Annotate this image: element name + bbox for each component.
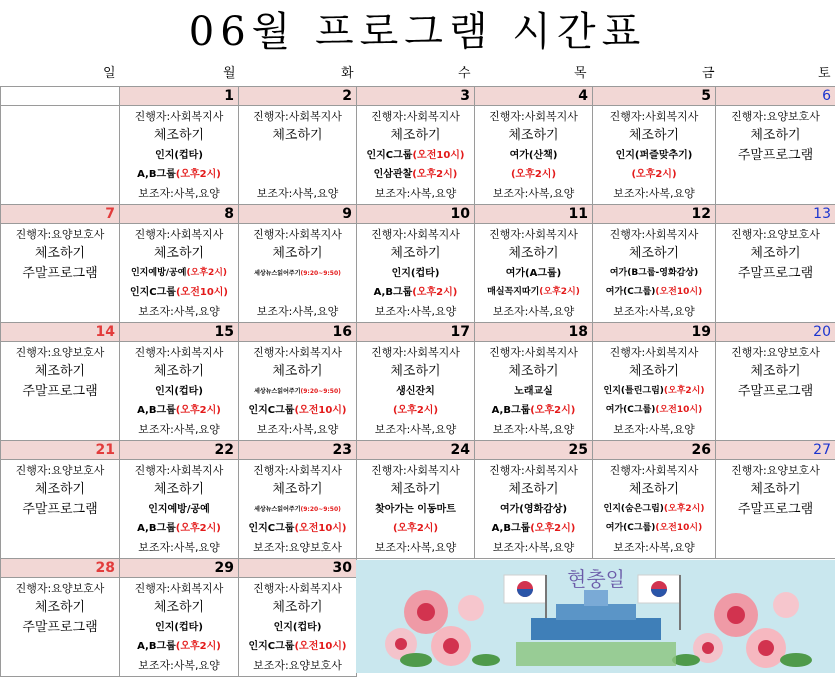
day-cell: [593, 342, 716, 441]
day-number: 14: [1, 323, 120, 342]
activity-exercise: 체조하기: [390, 362, 440, 382]
activity-exercise: 체조하기: [154, 480, 204, 500]
activity-label: 여가(산책): [510, 146, 558, 165]
assistant-label: 보조자:사복,요양: [138, 538, 220, 557]
day-number: 6: [716, 87, 835, 106]
assistant-label: 보조자:사복,요양: [138, 184, 220, 203]
assistant-label: 보조자:사복,요양: [613, 420, 695, 439]
leader-label: 진행자:요양보호사: [16, 226, 105, 244]
assistant-label: 보조자:사복,요양: [375, 184, 457, 203]
day-cell: [357, 460, 475, 559]
activity-time: (오후2시): [511, 165, 556, 184]
day-cell: [716, 106, 835, 205]
day-cell: [239, 342, 357, 441]
memorial-day-illustration: [356, 560, 835, 673]
day-cell: [120, 224, 239, 323]
leader-label: 진행자:요양보호사: [731, 462, 820, 480]
activity-exercise: 체조하기: [508, 244, 558, 264]
activity-exercise: 체조하기: [750, 362, 800, 382]
day-number: 13: [716, 205, 835, 224]
weekday-tue: 화: [341, 62, 354, 86]
day-number: 18: [475, 323, 593, 342]
day-number-empty: [1, 87, 120, 106]
assistant-label: 보조자:사복,요양: [613, 184, 695, 203]
page-title: 06월 프로그램 시간표: [0, 0, 835, 62]
day-cell: [1, 578, 120, 677]
activity-label: 인지C그룹(오전10시): [130, 283, 228, 302]
leader-label: 진행자:사회복지사: [253, 108, 342, 126]
leader-label: 진행자:사회복지사: [371, 226, 460, 244]
day-number: 28: [1, 559, 120, 578]
leader-label: 진행자:요양보호사: [731, 108, 820, 126]
day-number: 29: [120, 559, 239, 578]
activity-exercise: 체조하기: [750, 480, 800, 500]
leader-label: 진행자:사회복지사: [253, 344, 342, 362]
activity-exercise: 체조하기: [35, 362, 85, 382]
weekday-fri: 금: [702, 62, 715, 86]
day-cell: [239, 460, 357, 559]
activity-exercise: 체조하기: [154, 244, 204, 264]
activity-exercise: 체조하기: [272, 362, 322, 382]
day-cell: [475, 460, 593, 559]
activity-exercise: 체조하기: [272, 126, 322, 146]
day-cell: [357, 224, 475, 323]
day-number: 1: [120, 87, 239, 106]
activity-label: 인삼관찰(오후2시): [374, 165, 458, 184]
day-number: 8: [120, 205, 239, 224]
activity-label: 인지예방/공예: [148, 500, 210, 519]
activity-label: 여가(B그룹-영화감상): [610, 264, 698, 283]
day-number: 19: [593, 323, 716, 342]
activity-exercise: 체조하기: [35, 598, 85, 618]
leader-label: 진행자:사회복지사: [135, 580, 224, 598]
activity-exercise: 체조하기: [272, 244, 322, 264]
leader-label: 진행자:사회복지사: [253, 462, 342, 480]
activity-exercise: 체조하기: [390, 480, 440, 500]
day-number: 27: [716, 441, 835, 460]
day-cell: [120, 460, 239, 559]
activity-exercise: 체조하기: [390, 126, 440, 146]
leader-label: 진행자:사회복지사: [489, 108, 578, 126]
weekday-header: [0, 62, 835, 86]
activity-label: 찾아가는 이동마트: [375, 500, 456, 519]
day-cell: [475, 106, 593, 205]
activity-exercise: 체조하기: [390, 244, 440, 264]
activity-label: 여가(영화감상): [500, 500, 567, 519]
leader-label: 진행자:요양보호사: [731, 344, 820, 362]
day-cell: [593, 460, 716, 559]
day-number: 26: [593, 441, 716, 460]
day-number: 10: [357, 205, 475, 224]
assistant-label: 보조자:사복,요양: [375, 538, 457, 557]
day-cell: [120, 578, 239, 677]
assistant-label: 보조자:사복,요양: [613, 538, 695, 557]
day-cell: [120, 342, 239, 441]
day-number: 11: [475, 205, 593, 224]
day-number: 7: [1, 205, 120, 224]
leader-label: 진행자:사회복지사: [371, 462, 460, 480]
day-number: 22: [120, 441, 239, 460]
day-number: 17: [357, 323, 475, 342]
leader-label: 진행자:사회복지사: [135, 226, 224, 244]
day-cell: [239, 106, 357, 205]
day-cell: [475, 224, 593, 323]
activity-label: A,B그룹(오후2시): [374, 283, 458, 302]
leader-label: 진행자:사회복지사: [371, 344, 460, 362]
weekend-program: 주말프로그램: [738, 500, 813, 520]
activity-exercise: 체조하기: [629, 244, 679, 264]
activity-exercise: 체조하기: [154, 126, 204, 146]
assistant-label: 보조자:사복,요양: [375, 302, 457, 321]
leader-label: 진행자:사회복지사: [135, 462, 224, 480]
activity-label: 인지(컵타): [274, 618, 322, 637]
activity-exercise: 체조하기: [750, 126, 800, 146]
assistant-label: 보조자:사복,요양: [493, 184, 575, 203]
weekday-thu: 목: [574, 62, 587, 86]
activity-label: 여가(C그룹)(오전10시): [606, 283, 702, 302]
activity-label: 인지C그룹(오전10시): [248, 637, 346, 656]
assistant-label: 보조자:사복,요양: [613, 302, 695, 321]
leader-label: 진행자:요양보호사: [731, 226, 820, 244]
leader-label: 진행자:사회복지사: [253, 226, 342, 244]
activity-label: 노래교실: [514, 382, 553, 401]
day-cell-empty: [1, 106, 120, 205]
activity-exercise: 체조하기: [35, 480, 85, 500]
activity-label: 인지C그룹(오전10시): [366, 146, 464, 165]
leader-label: 진행자:사회복지사: [253, 580, 342, 598]
day-cell: [239, 224, 357, 323]
activity-label: A,B그룹(오후2시): [137, 519, 221, 538]
assistant-label: 보조자:사복,요양: [375, 420, 457, 439]
day-number: 21: [1, 441, 120, 460]
day-cell: [1, 224, 120, 323]
activity-label: A,B그룹(오후2시): [492, 519, 576, 538]
activity-exercise: 체조하기: [35, 244, 85, 264]
day-number: 30: [239, 559, 357, 578]
weekday-sat: 토: [818, 62, 831, 86]
activity-label: 인지(숨은그림)(오후2시): [604, 500, 705, 519]
activity-exercise: 체조하기: [272, 598, 322, 618]
day-cell: [1, 460, 120, 559]
day-number: 16: [239, 323, 357, 342]
assistant-label: 보조자:사복,요양: [493, 302, 575, 321]
leader-label: 진행자:요양보호사: [16, 462, 105, 480]
day-number: 24: [357, 441, 475, 460]
assistant-label: 보조자:사복,요양: [257, 184, 339, 203]
activity-label: 여가(C그룹)(오전10시): [606, 519, 702, 538]
weekend-program: 주말프로그램: [22, 264, 97, 284]
assistant-label: 보조자:사복,요양: [493, 538, 575, 557]
leader-label: 진행자:사회복지사: [610, 462, 699, 480]
day-number: 4: [475, 87, 593, 106]
flower-icon: [773, 592, 799, 618]
leader-label: 진행자:사회복지사: [489, 344, 578, 362]
news-activity: 세상뉴스읽어주기(9:20~9:50): [254, 382, 341, 401]
activity-label: 인지(틀린그림)(오후2시): [604, 382, 705, 401]
leader-label: 진행자:사회복지사: [610, 226, 699, 244]
holiday-title: 현충일: [567, 567, 625, 591]
activity-exercise: 체조하기: [154, 362, 204, 382]
day-number: 12: [593, 205, 716, 224]
activity-label: 여가(C그룹)(오전10시): [606, 401, 702, 420]
day-number: 15: [120, 323, 239, 342]
day-cell: [593, 224, 716, 323]
activity-label: A,B그룹(오후2시): [492, 401, 576, 420]
activity-label: 인지(컵타): [155, 382, 203, 401]
weekend-program: 주말프로그램: [738, 382, 813, 402]
day-cell: [1, 342, 120, 441]
monument-icon: [531, 618, 661, 640]
activity-time: (오후2시): [631, 165, 676, 184]
news-activity: 세상뉴스읽어주기(9:20~9:50): [254, 500, 341, 519]
activity-exercise: 체조하기: [750, 244, 800, 264]
activity-time: (오후2시): [393, 519, 438, 538]
leader-label: 진행자:사회복지사: [610, 108, 699, 126]
activity-exercise: 체조하기: [629, 480, 679, 500]
leader-label: 진행자:사회복지사: [135, 108, 224, 126]
assistant-label: 보조자:사복,요양: [493, 420, 575, 439]
day-number: 25: [475, 441, 593, 460]
flower-icon: [458, 595, 484, 621]
day-cell: [593, 106, 716, 205]
weekend-program: 주말프로그램: [738, 146, 813, 166]
activity-label: 인지(컵타): [155, 146, 203, 165]
leader-label: 진행자:요양보호사: [16, 344, 105, 362]
day-number: 9: [239, 205, 357, 224]
leader-label: 진행자:사회복지사: [610, 344, 699, 362]
day-cell: [239, 578, 357, 677]
day-cell: [357, 342, 475, 441]
leader-label: 진행자:요양보호사: [16, 580, 105, 598]
assistant-label: 보조자:사복,요양: [138, 302, 220, 321]
weekend-program: 주말프로그램: [22, 618, 97, 638]
activity-time: (오후2시): [393, 401, 438, 420]
activity-exercise: 체조하기: [629, 362, 679, 382]
weekend-program: 주말프로그램: [22, 382, 97, 402]
activity-label: 인지예방/공예(오후2시): [131, 264, 227, 283]
day-number: 2: [239, 87, 357, 106]
day-cell: [357, 106, 475, 205]
day-cell: [716, 224, 835, 323]
leader-label: 진행자:사회복지사: [135, 344, 224, 362]
weekday-wed: 수: [458, 62, 471, 86]
day-number: 20: [716, 323, 835, 342]
activity-label: 생신잔치: [396, 382, 435, 401]
day-number: 23: [239, 441, 357, 460]
activity-label: 인지(퍼즐맞추기): [616, 146, 693, 165]
leader-label: 진행자:사회복지사: [489, 462, 578, 480]
activity-exercise: 체조하기: [508, 126, 558, 146]
assistant-label: 보조자:사복,요양: [138, 420, 220, 439]
activity-label: 인지(컵타): [155, 618, 203, 637]
activity-label: A,B그룹(오후2시): [137, 637, 221, 656]
day-cell: [475, 342, 593, 441]
day-number: 3: [357, 87, 475, 106]
activity-exercise: 체조하기: [272, 480, 322, 500]
activity-label: 매실꼭지따기(오후2시): [487, 283, 580, 302]
assistant-label: 보조자:요양보호사: [253, 656, 342, 675]
holiday-illustration: [356, 560, 835, 673]
activity-exercise: 체조하기: [154, 598, 204, 618]
day-cell: [716, 342, 835, 441]
activity-exercise: 체조하기: [508, 480, 558, 500]
activity-label: 인지C그룹(오전10시): [248, 401, 346, 420]
weekday-sun: 일: [103, 62, 116, 86]
activity-label: A,B그룹(오후2시): [137, 401, 221, 420]
day-number: 5: [593, 87, 716, 106]
assistant-label: 보조자:사복,요양: [257, 302, 339, 321]
activity-exercise: 체조하기: [629, 126, 679, 146]
activity-label: 인지(컵타): [392, 264, 440, 283]
leader-label: 진행자:사회복지사: [489, 226, 578, 244]
day-cell: [120, 106, 239, 205]
activity-label: 인지C그룹(오전10시): [248, 519, 346, 538]
weekend-program: 주말프로그램: [738, 264, 813, 284]
leader-label: 진행자:사회복지사: [371, 108, 460, 126]
news-activity: 세상뉴스읽어주기(9:20~9:50): [254, 264, 341, 283]
weekday-mon: 월: [223, 62, 236, 86]
weekend-program: 주말프로그램: [22, 500, 97, 520]
day-cell: [716, 460, 835, 559]
activity-label: A,B그룹(오후2시): [137, 165, 221, 184]
assistant-label: 보조자:요양보호사: [253, 538, 342, 557]
activity-label: 여가(A그룹): [506, 264, 562, 283]
activity-exercise: 체조하기: [508, 362, 558, 382]
assistant-label: 보조자:사복,요양: [257, 420, 339, 439]
assistant-label: 보조자:사복,요양: [138, 656, 220, 675]
